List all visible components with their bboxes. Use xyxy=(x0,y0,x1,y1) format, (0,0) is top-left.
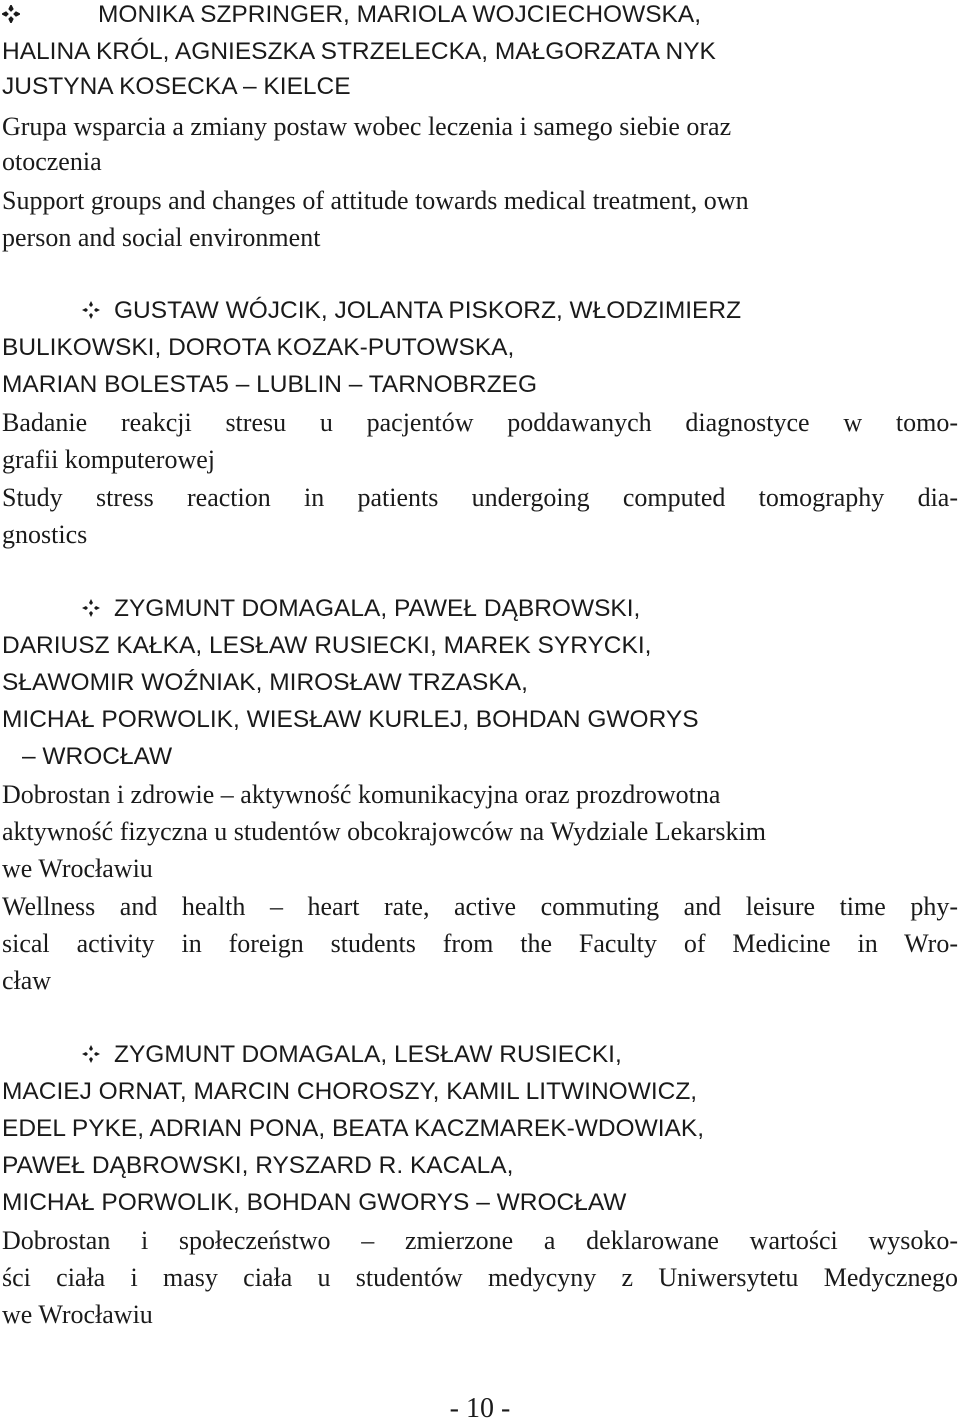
entry-4-authors-line-3: EDEL PYKE, ADRIAN PONA, BEATA KACZMAREK-WDOWIAK, xyxy=(2,1115,705,1142)
entry-3-authors-line-1: ZYGMUNT DOMAGALA, PAWEŁ DĄBROWSKI, xyxy=(2,590,958,627)
entry-3-authors-line-2: DARIUSZ KAŁKA, LESŁAW RUSIECKI, MAREK SYRYCKI, xyxy=(2,632,652,659)
entry-3-authors-line-5: – WROCŁAW xyxy=(22,743,173,770)
entry-3-title-pl-line-2: aktywność fizyczna u studentów obcokrajowców na Wydziale Lekarskim xyxy=(2,817,766,846)
diamond-bullet-icon xyxy=(82,301,100,319)
entry-2-authors-line-1: GUSTAW WÓJCIK, JOLANTA PISKORZ, WŁODZIMIERZ xyxy=(2,292,958,329)
entry-3-title-en-line-1: Wellness and health – heart rate, active commuting and leisure time phy- xyxy=(2,892,958,921)
page-number: - 10 - xyxy=(449,1393,511,1424)
entry-4-title-pl-line-1: Dobrostan i społeczeństwo – zmierzone a deklarowane wartości wysoko- xyxy=(2,1226,958,1255)
entry-3-authors-line-4: MICHAŁ PORWOLIK, WIESŁAW KURLEJ, BOHDAN GWORYS xyxy=(2,706,699,733)
entry-4-authors-line-2: MACIEJ ORNAT, MARCIN CHOROSZY, KAMIL LITWINOWICZ, xyxy=(2,1078,698,1105)
entry-2-title-pl-line-1: Badanie reakcji stresu u pacjentów poddawanych diagnostyce w tomo- xyxy=(2,408,958,437)
entry-4-title-pl-line-3: we Wrocławiu xyxy=(2,1300,153,1329)
entry-1-authors-line-2: HALINA KRÓL, AGNIESZKA STRZELECKA, MAŁGORZATA NYK xyxy=(2,38,716,65)
diamond-bullet-icon xyxy=(2,5,20,23)
entry-1-title-pl-line-2: otoczenia xyxy=(2,147,102,176)
diamond-bullet-icon xyxy=(82,599,100,617)
entry-3-title-en-line-3: cław xyxy=(2,966,52,995)
entry-4-authors-line-4: PAWEŁ DĄBROWSKI, RYSZARD R. KACALA, xyxy=(2,1152,514,1179)
entry-1-title-en-line-2: person and social environment xyxy=(2,223,321,252)
entry-3-title-pl-line-1: Dobrostan i zdrowie – aktywność komunikacyjna oraz prozdrowotna xyxy=(2,780,721,809)
entry-4-authors-line-1: ZYGMUNT DOMAGALA, LESŁAW RUSIECKI, xyxy=(2,1036,958,1073)
entry-4-title-pl-line-2: ści ciała i masy ciała u studentów medycyny z Uniwersytetu Medycznego xyxy=(2,1263,958,1292)
entry-2-title-en-line-2: gnostics xyxy=(2,520,88,549)
entry-1-title-en-line-1: Support groups and changes of attitude towards medical treatment, own xyxy=(2,186,749,215)
entry-3-title-en-line-2: sical activity in foreign students from the Faculty of Medicine in Wro- xyxy=(2,929,958,958)
entry-2-authors-line-3: MARIAN BOLESTA5 – LUBLIN – TARNOBRZEG xyxy=(2,371,538,398)
entry-2-authors-line-2: BULIKOWSKI, DOROTA KOZAK-PUTOWSKA, xyxy=(2,334,515,361)
entry-1-authors-line-1: MONIKA SZPRINGER, MARIOLA WOJCIECHOWSKA, xyxy=(2,0,958,33)
entry-3-authors-line-3: SŁAWOMIR WOŹNIAK, MIROSŁAW TRZASKA, xyxy=(2,669,528,696)
diamond-bullet-icon xyxy=(82,1045,100,1063)
entry-1-authors-line-3: JUSTYNA KOSECKA – KIELCE xyxy=(2,73,351,100)
entry-4-authors-line-5: MICHAŁ PORWOLIK, BOHDAN GWORYS – WROCŁAW xyxy=(2,1189,627,1216)
entry-2-title-pl-line-2: grafii komputerowej xyxy=(2,445,215,474)
entry-1-title-pl-line-1: Grupa wsparcia a zmiany postaw wobec leczenia i samego siebie oraz xyxy=(2,112,732,141)
entry-2-title-en-line-1: Study stress reaction in patients undergoing computed tomography dia- xyxy=(2,483,958,512)
entry-3-title-pl-line-3: we Wrocławiu xyxy=(2,854,153,883)
